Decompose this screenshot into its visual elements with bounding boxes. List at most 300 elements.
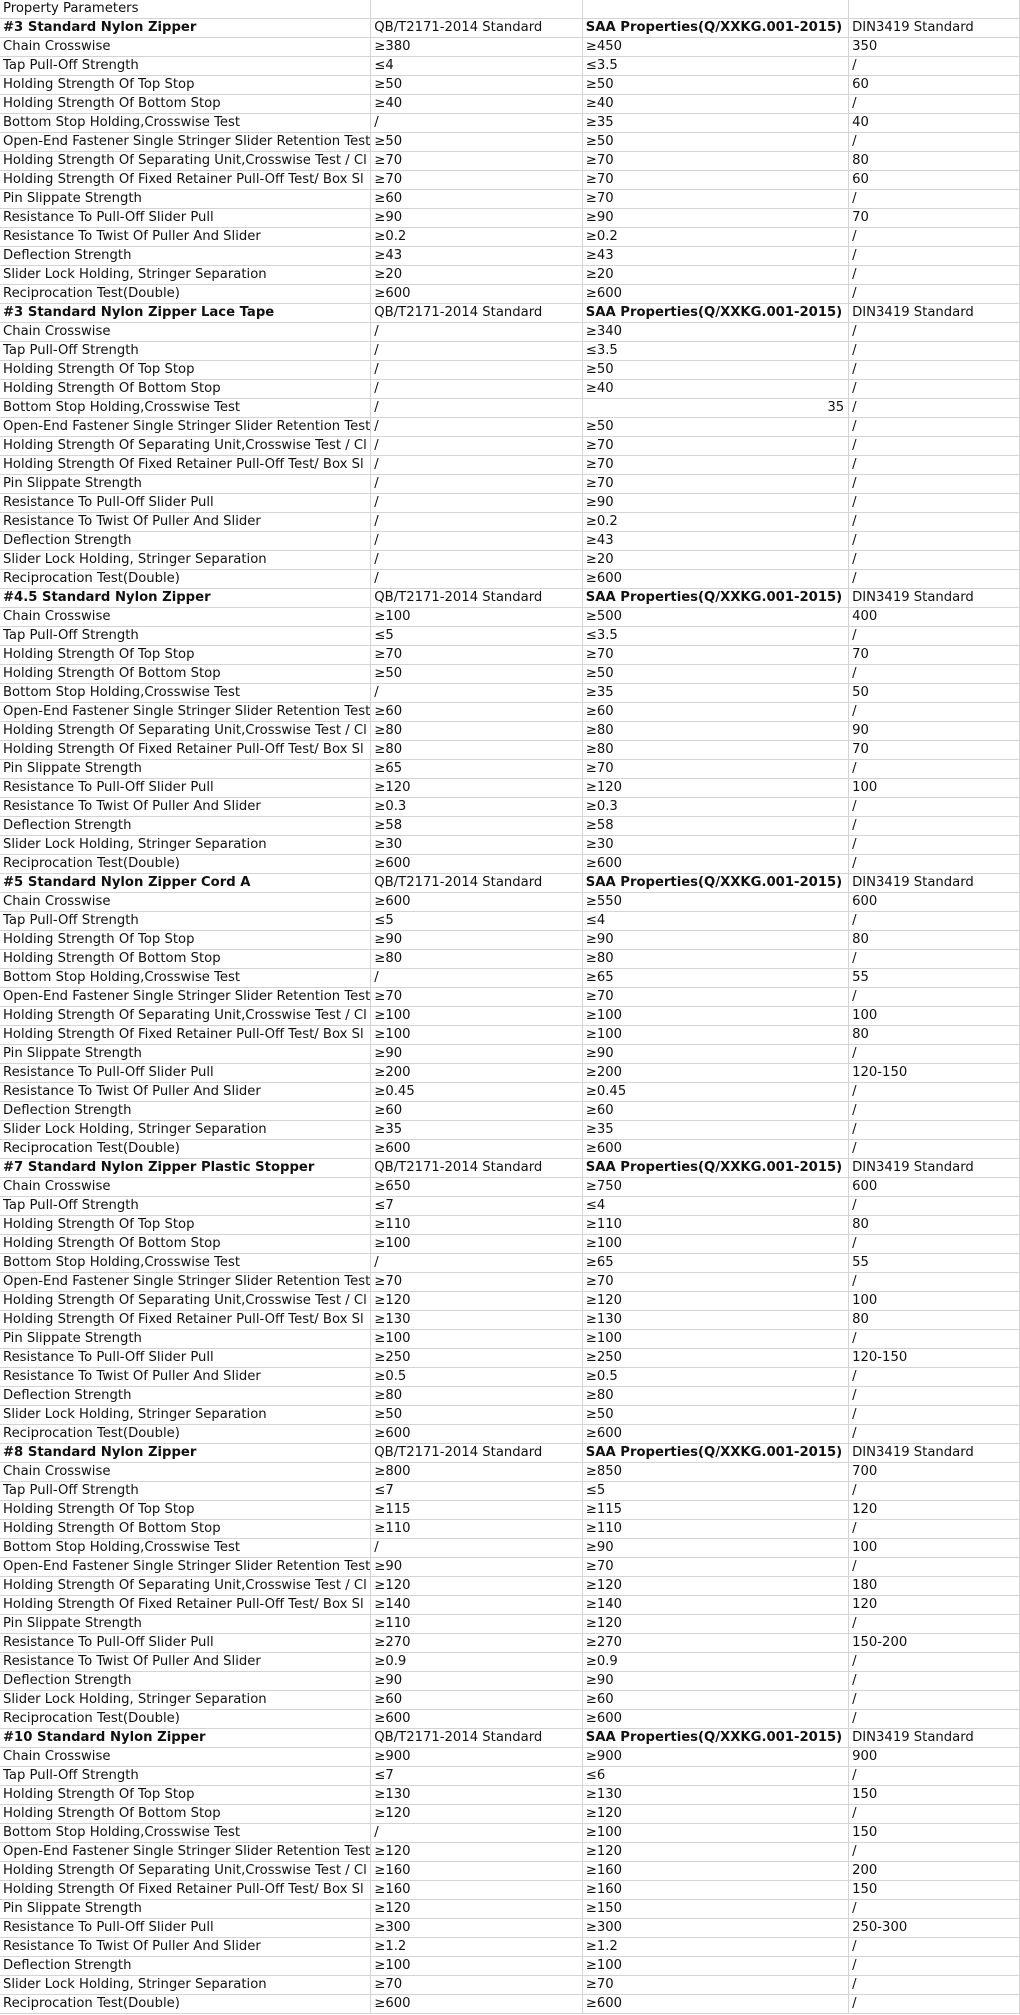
din-value-cell[interactable]: / bbox=[849, 1957, 1020, 1976]
din-value-cell[interactable]: 70 bbox=[849, 209, 1020, 228]
standard-saa-header-cell[interactable]: SAA Properties(Q/XXKG.001-2015) bbox=[582, 874, 848, 893]
saa-value-cell[interactable]: ≥40 bbox=[582, 95, 848, 114]
din-value-cell[interactable]: 70 bbox=[849, 646, 1020, 665]
din-value-cell[interactable]: / bbox=[849, 1197, 1020, 1216]
saa-value-cell[interactable]: ≥0.3 bbox=[582, 798, 848, 817]
parameter-label-cell[interactable]: Open-End Fastener Single Stringer Slider Retention Test bbox=[0, 418, 371, 437]
parameter-label-cell[interactable]: Slider Lock Holding, Stringer Separation bbox=[0, 836, 371, 855]
section-name-cell[interactable]: #7 Standard Nylon Zipper Plastic Stopper bbox=[0, 1159, 371, 1178]
din-value-cell[interactable]: 250-300 bbox=[849, 1919, 1020, 1938]
din-value-cell[interactable]: 60 bbox=[849, 171, 1020, 190]
qb-value-cell[interactable]: ≥600 bbox=[371, 285, 583, 304]
din-value-cell[interactable]: 180 bbox=[849, 1577, 1020, 1596]
parameter-label-cell[interactable]: Deflection Strength bbox=[0, 817, 371, 836]
parameter-label-cell[interactable]: Holding Strength Of Bottom Stop bbox=[0, 1520, 371, 1539]
qb-value-cell[interactable]: ≥600 bbox=[371, 855, 583, 874]
parameter-label-cell[interactable]: Chain Crosswise bbox=[0, 608, 371, 627]
din-value-cell[interactable]: / bbox=[849, 1406, 1020, 1425]
qb-value-cell[interactable]: / bbox=[371, 494, 583, 513]
din-value-cell[interactable]: 100 bbox=[849, 1007, 1020, 1026]
parameter-label-cell[interactable]: Tap Pull-Off Strength bbox=[0, 342, 371, 361]
parameter-label-cell[interactable]: Reciprocation Test(Double) bbox=[0, 1995, 371, 2014]
din-value-cell[interactable]: 700 bbox=[849, 1463, 1020, 1482]
qb-value-cell[interactable]: ≥0.45 bbox=[371, 1083, 583, 1102]
din-value-cell[interactable]: 40 bbox=[849, 114, 1020, 133]
qb-value-cell[interactable]: ≥80 bbox=[371, 741, 583, 760]
parameter-label-cell[interactable]: Tap Pull-Off Strength bbox=[0, 1482, 371, 1501]
qb-value-cell[interactable]: ≥70 bbox=[371, 152, 583, 171]
standard-qb-header-cell[interactable]: QB/T2171-2014 Standard bbox=[371, 874, 583, 893]
din-value-cell[interactable]: / bbox=[849, 437, 1020, 456]
saa-value-cell[interactable]: ≥60 bbox=[582, 1102, 848, 1121]
qb-value-cell[interactable]: ≥40 bbox=[371, 95, 583, 114]
qb-value-cell[interactable]: ≥80 bbox=[371, 722, 583, 741]
qb-value-cell[interactable]: ≥0.9 bbox=[371, 1653, 583, 1672]
parameter-label-cell[interactable]: Chain Crosswise bbox=[0, 1748, 371, 1767]
saa-value-cell[interactable]: ≥100 bbox=[582, 1026, 848, 1045]
qb-value-cell[interactable]: ≥70 bbox=[371, 171, 583, 190]
din-value-cell[interactable]: 80 bbox=[849, 931, 1020, 950]
parameter-label-cell[interactable]: Tap Pull-Off Strength bbox=[0, 1767, 371, 1786]
saa-value-cell[interactable]: ≥600 bbox=[582, 855, 848, 874]
standard-saa-header-cell[interactable]: SAA Properties(Q/XXKG.001-2015) bbox=[582, 1159, 848, 1178]
parameter-label-cell[interactable]: Resistance To Pull-Off Slider Pull bbox=[0, 1349, 371, 1368]
parameter-label-cell[interactable]: Open-End Fastener Single Stringer Slider Retention Test bbox=[0, 1558, 371, 1577]
din-value-cell[interactable]: / bbox=[849, 456, 1020, 475]
parameter-label-cell[interactable]: Pin Slippate Strength bbox=[0, 1900, 371, 1919]
din-value-cell[interactable]: / bbox=[849, 1387, 1020, 1406]
din-value-cell[interactable]: / bbox=[849, 494, 1020, 513]
qb-value-cell[interactable]: ≥115 bbox=[371, 1501, 583, 1520]
saa-value-cell[interactable]: ≥50 bbox=[582, 361, 848, 380]
qb-value-cell[interactable]: ≥60 bbox=[371, 1102, 583, 1121]
saa-value-cell[interactable]: ≥90 bbox=[582, 1045, 848, 1064]
din-value-cell[interactable]: 120-150 bbox=[849, 1064, 1020, 1083]
parameter-label-cell[interactable]: Chain Crosswise bbox=[0, 38, 371, 57]
parameter-label-cell[interactable]: Holding Strength Of Fixed Retainer Pull-Off Test/ Box Sl bbox=[0, 741, 371, 760]
saa-value-cell[interactable]: ≥0.2 bbox=[582, 228, 848, 247]
parameter-label-cell[interactable]: Holding Strength Of Top Stop bbox=[0, 646, 371, 665]
saa-value-cell[interactable]: ≥70 bbox=[582, 988, 848, 1007]
saa-value-cell[interactable]: ≤6 bbox=[582, 1767, 848, 1786]
parameter-label-cell[interactable]: Holding Strength Of Bottom Stop bbox=[0, 95, 371, 114]
saa-value-cell[interactable]: ≥450 bbox=[582, 38, 848, 57]
parameter-label-cell[interactable]: Reciprocation Test(Double) bbox=[0, 1425, 371, 1444]
din-value-cell[interactable]: / bbox=[849, 988, 1020, 1007]
parameter-label-cell[interactable]: Holding Strength Of Fixed Retainer Pull-Off Test/ Box Sl bbox=[0, 1311, 371, 1330]
title-cell[interactable]: Property Parameters bbox=[0, 0, 371, 19]
parameter-label-cell[interactable]: Pin Slippate Strength bbox=[0, 190, 371, 209]
din-value-cell[interactable]: / bbox=[849, 1710, 1020, 1729]
qb-value-cell[interactable]: ≥120 bbox=[371, 779, 583, 798]
parameter-label-cell[interactable]: Bottom Stop Holding,Crosswise Test bbox=[0, 1539, 371, 1558]
saa-value-cell[interactable]: ≤3.5 bbox=[582, 627, 848, 646]
qb-value-cell[interactable]: ≥70 bbox=[371, 646, 583, 665]
saa-value-cell[interactable]: ≥70 bbox=[582, 646, 848, 665]
qb-value-cell[interactable]: ≤7 bbox=[371, 1767, 583, 1786]
saa-value-cell[interactable]: ≥600 bbox=[582, 1710, 848, 1729]
qb-value-cell[interactable]: / bbox=[371, 399, 583, 418]
saa-value-cell[interactable]: ≥58 bbox=[582, 817, 848, 836]
standard-saa-header-cell[interactable]: SAA Properties(Q/XXKG.001-2015) bbox=[582, 1444, 848, 1463]
standard-saa-header-cell[interactable]: SAA Properties(Q/XXKG.001-2015) bbox=[582, 19, 848, 38]
saa-value-cell[interactable]: ≥120 bbox=[582, 1843, 848, 1862]
saa-value-cell[interactable]: ≥35 bbox=[582, 1121, 848, 1140]
qb-value-cell[interactable]: / bbox=[371, 361, 583, 380]
din-value-cell[interactable]: / bbox=[849, 551, 1020, 570]
parameter-label-cell[interactable]: Holding Strength Of Fixed Retainer Pull-Off Test/ Box Sl bbox=[0, 1026, 371, 1045]
parameter-label-cell[interactable]: Pin Slippate Strength bbox=[0, 475, 371, 494]
din-value-cell[interactable]: / bbox=[849, 361, 1020, 380]
din-value-cell[interactable]: / bbox=[849, 95, 1020, 114]
empty-cell[interactable] bbox=[371, 0, 583, 19]
din-value-cell[interactable]: / bbox=[849, 190, 1020, 209]
saa-value-cell[interactable]: ≥120 bbox=[582, 1577, 848, 1596]
din-value-cell[interactable]: / bbox=[849, 912, 1020, 931]
saa-value-cell[interactable]: ≥90 bbox=[582, 494, 848, 513]
parameter-label-cell[interactable]: Chain Crosswise bbox=[0, 1463, 371, 1482]
standard-qb-header-cell[interactable]: QB/T2171-2014 Standard bbox=[371, 19, 583, 38]
standard-din-header-cell[interactable]: DIN3419 Standard bbox=[849, 19, 1020, 38]
qb-value-cell[interactable]: / bbox=[371, 323, 583, 342]
saa-value-cell[interactable]: ≥50 bbox=[582, 418, 848, 437]
parameter-label-cell[interactable]: Holding Strength Of Top Stop bbox=[0, 931, 371, 950]
saa-value-cell[interactable]: ≥100 bbox=[582, 1235, 848, 1254]
qb-value-cell[interactable]: ≥110 bbox=[371, 1615, 583, 1634]
parameter-label-cell[interactable]: Bottom Stop Holding,Crosswise Test bbox=[0, 684, 371, 703]
saa-value-cell[interactable]: ≥120 bbox=[582, 1805, 848, 1824]
standard-din-header-cell[interactable]: DIN3419 Standard bbox=[849, 1159, 1020, 1178]
qb-value-cell[interactable]: / bbox=[371, 437, 583, 456]
standard-qb-header-cell[interactable]: QB/T2171-2014 Standard bbox=[371, 1729, 583, 1748]
din-value-cell[interactable]: / bbox=[849, 1900, 1020, 1919]
din-value-cell[interactable]: 55 bbox=[849, 969, 1020, 988]
qb-value-cell[interactable]: / bbox=[371, 1539, 583, 1558]
saa-value-cell[interactable]: ≥50 bbox=[582, 1406, 848, 1425]
din-value-cell[interactable]: / bbox=[849, 1368, 1020, 1387]
din-value-cell[interactable]: 100 bbox=[849, 1539, 1020, 1558]
parameter-label-cell[interactable]: Pin Slippate Strength bbox=[0, 1045, 371, 1064]
qb-value-cell[interactable]: / bbox=[371, 114, 583, 133]
parameter-label-cell[interactable]: Holding Strength Of Bottom Stop bbox=[0, 950, 371, 969]
din-value-cell[interactable]: 200 bbox=[849, 1862, 1020, 1881]
parameter-label-cell[interactable]: Holding Strength Of Separating Unit,Crosswise Test / Cl bbox=[0, 1292, 371, 1311]
parameter-label-cell[interactable]: Holding Strength Of Fixed Retainer Pull-Off Test/ Box Sl bbox=[0, 1596, 371, 1615]
parameter-label-cell[interactable]: Holding Strength Of Fixed Retainer Pull-Off Test/ Box Sl bbox=[0, 171, 371, 190]
parameter-label-cell[interactable]: Open-End Fastener Single Stringer Slider Retention Test bbox=[0, 1273, 371, 1292]
saa-value-cell[interactable]: ≥1.2 bbox=[582, 1938, 848, 1957]
parameter-label-cell[interactable]: Holding Strength Of Separating Unit,Crosswise Test / Cl bbox=[0, 1007, 371, 1026]
parameter-label-cell[interactable]: Open-End Fastener Single Stringer Slider Retention Test bbox=[0, 133, 371, 152]
saa-value-cell[interactable]: 35 bbox=[582, 399, 848, 418]
saa-value-cell[interactable]: ≥90 bbox=[582, 1539, 848, 1558]
din-value-cell[interactable]: / bbox=[849, 798, 1020, 817]
qb-value-cell[interactable]: ≥120 bbox=[371, 1843, 583, 1862]
qb-value-cell[interactable]: ≥120 bbox=[371, 1900, 583, 1919]
standard-saa-header-cell[interactable]: SAA Properties(Q/XXKG.001-2015) bbox=[582, 589, 848, 608]
saa-value-cell[interactable]: ≥110 bbox=[582, 1520, 848, 1539]
din-value-cell[interactable]: / bbox=[849, 855, 1020, 874]
din-value-cell[interactable]: / bbox=[849, 1805, 1020, 1824]
qb-value-cell[interactable]: ≥90 bbox=[371, 209, 583, 228]
saa-value-cell[interactable]: ≥900 bbox=[582, 1748, 848, 1767]
saa-value-cell[interactable]: ≥500 bbox=[582, 608, 848, 627]
din-value-cell[interactable]: 80 bbox=[849, 152, 1020, 171]
saa-value-cell[interactable]: ≥43 bbox=[582, 532, 848, 551]
din-value-cell[interactable]: / bbox=[849, 836, 1020, 855]
qb-value-cell[interactable]: ≥0.3 bbox=[371, 798, 583, 817]
parameter-label-cell[interactable]: Holding Strength Of Bottom Stop bbox=[0, 380, 371, 399]
saa-value-cell[interactable]: ≥50 bbox=[582, 76, 848, 95]
qb-value-cell[interactable]: ≥58 bbox=[371, 817, 583, 836]
parameter-label-cell[interactable]: Tap Pull-Off Strength bbox=[0, 1197, 371, 1216]
din-value-cell[interactable]: / bbox=[849, 1938, 1020, 1957]
qb-value-cell[interactable]: ≤7 bbox=[371, 1197, 583, 1216]
section-name-cell[interactable]: #8 Standard Nylon Zipper bbox=[0, 1444, 371, 1463]
parameter-label-cell[interactable]: Resistance To Pull-Off Slider Pull bbox=[0, 494, 371, 513]
saa-value-cell[interactable]: ≥270 bbox=[582, 1634, 848, 1653]
saa-value-cell[interactable]: ≥80 bbox=[582, 1387, 848, 1406]
saa-value-cell[interactable]: ≥70 bbox=[582, 190, 848, 209]
din-value-cell[interactable]: 120 bbox=[849, 1596, 1020, 1615]
din-value-cell[interactable]: 80 bbox=[849, 1311, 1020, 1330]
qb-value-cell[interactable]: ≥60 bbox=[371, 1691, 583, 1710]
saa-value-cell[interactable]: ≥120 bbox=[582, 1615, 848, 1634]
saa-value-cell[interactable]: ≥150 bbox=[582, 1900, 848, 1919]
parameter-label-cell[interactable]: Holding Strength Of Bottom Stop bbox=[0, 1235, 371, 1254]
din-value-cell[interactable]: 50 bbox=[849, 684, 1020, 703]
parameter-label-cell[interactable]: Holding Strength Of Separating Unit,Crosswise Test / Cl bbox=[0, 1577, 371, 1596]
parameter-label-cell[interactable]: Resistance To Twist Of Puller And Slider bbox=[0, 1368, 371, 1387]
din-value-cell[interactable]: 600 bbox=[849, 893, 1020, 912]
din-value-cell[interactable]: 400 bbox=[849, 608, 1020, 627]
parameter-label-cell[interactable]: Resistance To Twist Of Puller And Slider bbox=[0, 1083, 371, 1102]
saa-value-cell[interactable]: ≥340 bbox=[582, 323, 848, 342]
qb-value-cell[interactable]: ≥65 bbox=[371, 760, 583, 779]
section-name-cell[interactable]: #10 Standard Nylon Zipper bbox=[0, 1729, 371, 1748]
din-value-cell[interactable]: / bbox=[849, 475, 1020, 494]
qb-value-cell[interactable]: ≥50 bbox=[371, 133, 583, 152]
standard-din-header-cell[interactable]: DIN3419 Standard bbox=[849, 1444, 1020, 1463]
parameter-label-cell[interactable]: Bottom Stop Holding,Crosswise Test bbox=[0, 1254, 371, 1273]
qb-value-cell[interactable]: ≥120 bbox=[371, 1292, 583, 1311]
parameter-label-cell[interactable]: Resistance To Twist Of Puller And Slider bbox=[0, 513, 371, 532]
saa-value-cell[interactable]: ≥80 bbox=[582, 722, 848, 741]
section-name-cell[interactable]: #5 Standard Nylon Zipper Cord A bbox=[0, 874, 371, 893]
qb-value-cell[interactable]: ≥380 bbox=[371, 38, 583, 57]
parameter-label-cell[interactable]: Slider Lock Holding, Stringer Separation bbox=[0, 1691, 371, 1710]
saa-value-cell[interactable]: ≥160 bbox=[582, 1862, 848, 1881]
saa-value-cell[interactable]: ≤4 bbox=[582, 1197, 848, 1216]
din-value-cell[interactable]: / bbox=[849, 342, 1020, 361]
saa-value-cell[interactable]: ≥70 bbox=[582, 1976, 848, 1995]
parameter-label-cell[interactable]: Bottom Stop Holding,Crosswise Test bbox=[0, 1824, 371, 1843]
parameter-label-cell[interactable]: Slider Lock Holding, Stringer Separation bbox=[0, 1406, 371, 1425]
parameter-label-cell[interactable]: Tap Pull-Off Strength bbox=[0, 912, 371, 931]
saa-value-cell[interactable]: ≥60 bbox=[582, 703, 848, 722]
parameter-label-cell[interactable]: Tap Pull-Off Strength bbox=[0, 627, 371, 646]
saa-value-cell[interactable]: ≥70 bbox=[582, 171, 848, 190]
saa-value-cell[interactable]: ≥70 bbox=[582, 152, 848, 171]
parameter-label-cell[interactable]: Deflection Strength bbox=[0, 532, 371, 551]
qb-value-cell[interactable]: ≥90 bbox=[371, 931, 583, 950]
saa-value-cell[interactable]: ≥0.5 bbox=[582, 1368, 848, 1387]
parameter-label-cell[interactable]: Bottom Stop Holding,Crosswise Test bbox=[0, 399, 371, 418]
din-value-cell[interactable]: / bbox=[849, 703, 1020, 722]
parameter-label-cell[interactable]: Holding Strength Of Fixed Retainer Pull-Off Test/ Box Sl bbox=[0, 1881, 371, 1900]
qb-value-cell[interactable]: ≥120 bbox=[371, 1805, 583, 1824]
saa-value-cell[interactable]: ≥70 bbox=[582, 1273, 848, 1292]
saa-value-cell[interactable]: ≥600 bbox=[582, 1995, 848, 2014]
parameter-label-cell[interactable]: Chain Crosswise bbox=[0, 893, 371, 912]
qb-value-cell[interactable]: ≥600 bbox=[371, 1710, 583, 1729]
qb-value-cell[interactable]: ≥160 bbox=[371, 1881, 583, 1900]
parameter-label-cell[interactable]: Bottom Stop Holding,Crosswise Test bbox=[0, 969, 371, 988]
saa-value-cell[interactable]: ≤5 bbox=[582, 1482, 848, 1501]
parameter-label-cell[interactable]: Slider Lock Holding, Stringer Separation bbox=[0, 1121, 371, 1140]
standard-qb-header-cell[interactable]: QB/T2171-2014 Standard bbox=[371, 304, 583, 323]
parameter-label-cell[interactable]: Reciprocation Test(Double) bbox=[0, 1710, 371, 1729]
qb-value-cell[interactable]: / bbox=[371, 475, 583, 494]
parameter-label-cell[interactable]: Resistance To Pull-Off Slider Pull bbox=[0, 1064, 371, 1083]
qb-value-cell[interactable]: ≥1.2 bbox=[371, 1938, 583, 1957]
parameter-label-cell[interactable]: Resistance To Pull-Off Slider Pull bbox=[0, 209, 371, 228]
qb-value-cell[interactable]: ≤5 bbox=[371, 912, 583, 931]
qb-value-cell[interactable]: ≥100 bbox=[371, 1957, 583, 1976]
standard-din-header-cell[interactable]: DIN3419 Standard bbox=[849, 874, 1020, 893]
din-value-cell[interactable]: 120 bbox=[849, 1501, 1020, 1520]
parameter-label-cell[interactable]: Holding Strength Of Separating Unit,Crosswise Test / Cl bbox=[0, 437, 371, 456]
qb-value-cell[interactable]: ≤4 bbox=[371, 57, 583, 76]
qb-value-cell[interactable]: ≥20 bbox=[371, 266, 583, 285]
qb-value-cell[interactable]: ≥270 bbox=[371, 1634, 583, 1653]
din-value-cell[interactable]: / bbox=[849, 1843, 1020, 1862]
qb-value-cell[interactable]: ≥600 bbox=[371, 1140, 583, 1159]
qb-value-cell[interactable]: ≥70 bbox=[371, 1976, 583, 1995]
qb-value-cell[interactable]: ≥80 bbox=[371, 950, 583, 969]
saa-value-cell[interactable]: ≥100 bbox=[582, 1330, 848, 1349]
saa-value-cell[interactable]: ≥60 bbox=[582, 1691, 848, 1710]
qb-value-cell[interactable]: ≥100 bbox=[371, 1330, 583, 1349]
standard-qb-header-cell[interactable]: QB/T2171-2014 Standard bbox=[371, 589, 583, 608]
parameter-label-cell[interactable]: Holding Strength Of Separating Unit,Crosswise Test / Cl bbox=[0, 152, 371, 171]
saa-value-cell[interactable]: ≥550 bbox=[582, 893, 848, 912]
saa-value-cell[interactable]: ≥300 bbox=[582, 1919, 848, 1938]
saa-value-cell[interactable]: ≥0.9 bbox=[582, 1653, 848, 1672]
parameter-label-cell[interactable]: Reciprocation Test(Double) bbox=[0, 855, 371, 874]
empty-cell[interactable] bbox=[849, 0, 1020, 19]
parameter-label-cell[interactable]: Slider Lock Holding, Stringer Separation bbox=[0, 266, 371, 285]
qb-value-cell[interactable]: ≥800 bbox=[371, 1463, 583, 1482]
parameter-label-cell[interactable]: Holding Strength Of Bottom Stop bbox=[0, 1805, 371, 1824]
saa-value-cell[interactable]: ≥50 bbox=[582, 665, 848, 684]
qb-value-cell[interactable]: ≥100 bbox=[371, 1235, 583, 1254]
parameter-label-cell[interactable]: Reciprocation Test(Double) bbox=[0, 285, 371, 304]
din-value-cell[interactable]: / bbox=[849, 627, 1020, 646]
saa-value-cell[interactable]: ≥90 bbox=[582, 209, 848, 228]
din-value-cell[interactable]: / bbox=[849, 1653, 1020, 1672]
qb-value-cell[interactable]: ≥0.5 bbox=[371, 1368, 583, 1387]
din-value-cell[interactable]: 70 bbox=[849, 741, 1020, 760]
qb-value-cell[interactable]: ≥50 bbox=[371, 665, 583, 684]
parameter-label-cell[interactable]: Resistance To Pull-Off Slider Pull bbox=[0, 1919, 371, 1938]
saa-value-cell[interactable]: ≥30 bbox=[582, 836, 848, 855]
parameter-label-cell[interactable]: Slider Lock Holding, Stringer Separation bbox=[0, 1976, 371, 1995]
qb-value-cell[interactable]: ≥600 bbox=[371, 893, 583, 912]
parameter-label-cell[interactable]: Deflection Strength bbox=[0, 1672, 371, 1691]
din-value-cell[interactable]: / bbox=[849, 950, 1020, 969]
saa-value-cell[interactable]: ≥0.45 bbox=[582, 1083, 848, 1102]
saa-value-cell[interactable]: ≥90 bbox=[582, 1672, 848, 1691]
din-value-cell[interactable]: / bbox=[849, 1140, 1020, 1159]
saa-value-cell[interactable]: ≥70 bbox=[582, 456, 848, 475]
parameter-label-cell[interactable]: Open-End Fastener Single Stringer Slider Retention Test bbox=[0, 703, 371, 722]
din-value-cell[interactable]: / bbox=[849, 513, 1020, 532]
qb-value-cell[interactable]: ≥100 bbox=[371, 1007, 583, 1026]
qb-value-cell[interactable]: / bbox=[371, 456, 583, 475]
qb-value-cell[interactable]: ≥900 bbox=[371, 1748, 583, 1767]
saa-value-cell[interactable]: ≥130 bbox=[582, 1311, 848, 1330]
din-value-cell[interactable]: / bbox=[849, 1520, 1020, 1539]
qb-value-cell[interactable]: ≥600 bbox=[371, 1425, 583, 1444]
saa-value-cell[interactable]: ≥850 bbox=[582, 1463, 848, 1482]
saa-value-cell[interactable]: ≥600 bbox=[582, 1425, 848, 1444]
parameter-label-cell[interactable]: Deflection Strength bbox=[0, 247, 371, 266]
parameter-label-cell[interactable]: Resistance To Twist Of Puller And Slider bbox=[0, 1938, 371, 1957]
saa-value-cell[interactable]: ≥100 bbox=[582, 1007, 848, 1026]
din-value-cell[interactable]: 350 bbox=[849, 38, 1020, 57]
saa-value-cell[interactable]: ≥120 bbox=[582, 1292, 848, 1311]
saa-value-cell[interactable]: ≥20 bbox=[582, 266, 848, 285]
saa-value-cell[interactable]: ≥20 bbox=[582, 551, 848, 570]
parameter-label-cell[interactable]: Resistance To Twist Of Puller And Slider bbox=[0, 228, 371, 247]
parameter-label-cell[interactable]: Chain Crosswise bbox=[0, 323, 371, 342]
saa-value-cell[interactable]: ≥90 bbox=[582, 931, 848, 950]
qb-value-cell[interactable]: / bbox=[371, 551, 583, 570]
parameter-label-cell[interactable]: Chain Crosswise bbox=[0, 1178, 371, 1197]
parameter-label-cell[interactable]: Holding Strength Of Top Stop bbox=[0, 1501, 371, 1520]
saa-value-cell[interactable]: ≥35 bbox=[582, 684, 848, 703]
saa-value-cell[interactable]: ≥100 bbox=[582, 1957, 848, 1976]
standard-saa-header-cell[interactable]: SAA Properties(Q/XXKG.001-2015) bbox=[582, 304, 848, 323]
empty-cell[interactable] bbox=[582, 0, 848, 19]
din-value-cell[interactable]: / bbox=[849, 418, 1020, 437]
din-value-cell[interactable]: / bbox=[849, 380, 1020, 399]
parameter-label-cell[interactable]: Deflection Strength bbox=[0, 1387, 371, 1406]
din-value-cell[interactable]: / bbox=[849, 570, 1020, 589]
qb-value-cell[interactable]: ≥100 bbox=[371, 1026, 583, 1045]
parameter-label-cell[interactable]: Reciprocation Test(Double) bbox=[0, 570, 371, 589]
parameter-label-cell[interactable]: Open-End Fastener Single Stringer Slider Retention Test bbox=[0, 988, 371, 1007]
qb-value-cell[interactable]: ≥110 bbox=[371, 1216, 583, 1235]
qb-value-cell[interactable]: ≥35 bbox=[371, 1121, 583, 1140]
din-value-cell[interactable]: / bbox=[849, 323, 1020, 342]
saa-value-cell[interactable]: ≥110 bbox=[582, 1216, 848, 1235]
parameter-label-cell[interactable]: Holding Strength Of Separating Unit,Crosswise Test / Cl bbox=[0, 722, 371, 741]
din-value-cell[interactable]: 100 bbox=[849, 1292, 1020, 1311]
qb-value-cell[interactable]: ≥160 bbox=[371, 1862, 583, 1881]
qb-value-cell[interactable]: ≤5 bbox=[371, 627, 583, 646]
standard-qb-header-cell[interactable]: QB/T2171-2014 Standard bbox=[371, 1159, 583, 1178]
parameter-label-cell[interactable]: Resistance To Pull-Off Slider Pull bbox=[0, 1634, 371, 1653]
qb-value-cell[interactable]: ≥90 bbox=[371, 1045, 583, 1064]
standard-saa-header-cell[interactable]: SAA Properties(Q/XXKG.001-2015) bbox=[582, 1729, 848, 1748]
din-value-cell[interactable]: / bbox=[849, 399, 1020, 418]
saa-value-cell[interactable]: ≥115 bbox=[582, 1501, 848, 1520]
din-value-cell[interactable]: / bbox=[849, 1235, 1020, 1254]
saa-value-cell[interactable]: ≥80 bbox=[582, 741, 848, 760]
saa-value-cell[interactable]: ≥35 bbox=[582, 114, 848, 133]
